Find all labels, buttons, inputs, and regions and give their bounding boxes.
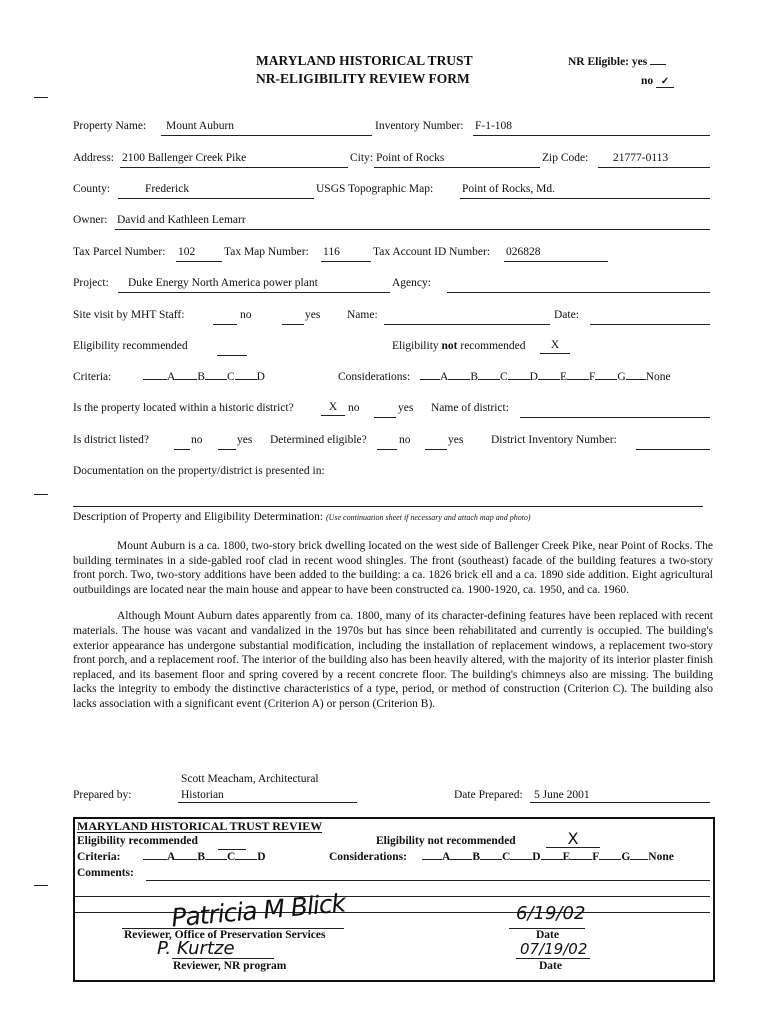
tax-map-label: Tax Map Number: [224,246,309,258]
reviewer1-date-label: Date [536,929,559,941]
review-considerations-label: Considerations: [329,851,407,863]
district-name-line [520,417,710,418]
criteria-d: D [256,371,265,383]
elig-recommended-blank [217,355,247,356]
review-considerations-options: A B C D E F G None [422,852,674,864]
documentation-label: Documentation on the property/district is presented in: [73,465,325,477]
tax-map-line [321,261,371,262]
margin-mark-top [34,97,48,98]
date-prepared-line [530,802,710,803]
nr-eligible-no-label: no ✓ [641,76,674,88]
reviewer2-label: Reviewer, NR program [173,960,287,972]
documentation-line [73,506,703,507]
date-prepared-value: 5 June 2001 [534,789,590,801]
inventory-label: Inventory Number: [375,120,464,132]
criteria-label: Criteria: [73,371,112,383]
site-visit-yes: yes [305,309,321,321]
nr-eligible-yes-label: NR Eligible: yes [568,57,666,69]
owner-value: David and Kathleen Lemarr [117,214,246,226]
inventory-line [473,135,710,136]
prepared-by-label: Prepared by: [73,789,132,801]
reviewer2-sign-line [172,958,274,959]
city-value: Point of Rocks [376,152,445,164]
project-label: Project: [73,277,109,289]
district-no-mark: X [321,402,345,416]
site-visit-no: no [240,309,252,321]
review-elig-recommended-blank [218,849,246,850]
date-prepared-label: Date Prepared: [454,789,523,801]
zip-label: Zip Code: [542,152,589,164]
reviewer1-label: Reviewer, Office of Preservation Services [124,929,326,941]
det-no-blank [377,449,397,450]
comments-line-2 [75,896,710,897]
reviewer1-date-value: 6/19/02 [516,903,586,924]
agency-line [447,292,710,293]
listed-yes: yes [237,434,253,446]
elig-not-recommended-mark: X [540,340,570,354]
review-criteria-options: A B C D [143,852,266,864]
description-body [73,539,713,712]
city-line [374,167,540,168]
district-no: no [348,402,360,414]
district-inventory-label: District Inventory Number: [491,434,617,446]
preparer-name-line2: Historian [181,789,224,801]
elig-not-recommended-label: Eligibility not recommended [392,340,526,352]
criteria-c: C [226,371,235,383]
considerations-label: Considerations: [338,371,411,383]
tax-parcel-label: Tax Parcel Number: [73,246,166,258]
site-visit-no-blank [213,324,237,325]
site-name-label: Name: [347,309,378,321]
city-label: City: [350,152,374,164]
site-date-line [590,324,710,325]
inventory-value: F-1-108 [475,120,513,132]
site-name-line [384,324,550,325]
reviewer1-signature: Patricia M Blick [170,888,347,933]
district-question: Is the property located within a historic district? [73,402,294,414]
review-elig-not-recommended: Eligibility not recommended [376,835,516,847]
description-note: (Use continuation sheet if necessary and attach map and photo) [325,513,531,522]
det-yes: yes [448,434,464,446]
elig-recommended-label: Eligibility recommended [73,340,188,352]
tax-parcel-value: 102 [178,246,196,258]
county-label: County: [73,183,111,195]
description-paragraph-2: Although Mount Auburn dates apparently from ca. 1800, many of its character-defining features have been replaced with recent materials. The house was vacant and vandalized in the 1970s but has since been rehabilitated and currently is occupied. The building's exterior appearance has undergone substantial modification, including the installation of replacement windows, a replacement two-story front porch, and a replacement roof. The interior of the building also has been heavily altered, with the majority of its interior plaster finish replaced, and its basement floor and spring covered by a recent concrete floor. The building's chimneys also are missing. The building lacks the integrity to embody the distinctive characteristics of a type, period, or method of construction (Criterion C). The building also lacks association with a significant event (Criterion A) or person (Criterion B). [73,610,713,710]
district-name-label: Name of district: [431,402,509,414]
district-inventory-line [636,449,710,450]
det-yes-blank [425,449,447,450]
listed-no-blank [174,449,190,450]
determined-eligible-label: Determined eligible? [270,434,367,446]
comments-line-1 [146,880,710,881]
considerations-options: A B C D E F G None [420,372,671,384]
tax-account-line [504,261,608,262]
description-paragraph-1: Mount Auburn is a ca. 1800, two-story brick dwelling located on the west side of Ballenger Creek Pike, near Point of Rocks. The building terminates in a side-gabled roof clad in recent wood shingles. The front (southeast) facade of the building features a two-story front porch. Two, two-story additions have been added to the building: a ca. 1826 brick ell and a ca. 1890 side addition. Eight agricultural outbuildings are located near the main house and appear to have been constructed ca. 1900-1920, ca. 1950, and ca. 1960. [73,540,713,596]
district-yes: yes [398,402,414,414]
review-criteria-label: Criteria: [77,851,121,863]
address-line [120,167,348,168]
county-value: Frederick [145,183,190,195]
address-label: Address: [73,152,114,164]
zip-value: 21777-0113 [613,152,669,164]
owner-line [115,229,710,230]
review-elig-recommended: Eligibility recommended [77,835,198,847]
usgs-label: USGS Topographic Map: [316,183,434,195]
review-box-title: MARYLAND HISTORICAL TRUST REVIEW [77,819,323,833]
criteria-options [143,372,265,384]
property-name-label: Property Name: [73,120,147,132]
tax-parcel-line [176,261,222,262]
form-title-line1: MARYLAND HISTORICAL TRUST [256,53,473,68]
reviewer2-date-label: Date [539,960,562,972]
district-yes-blank [374,417,396,418]
det-no: no [399,434,411,446]
tax-map-value: 116 [323,246,340,258]
usgs-line [460,198,710,199]
reviewer2-signature: P. Kurtze [157,938,235,959]
margin-mark-middle [34,494,48,495]
review-comments-label: Comments: [77,867,134,879]
description-heading: Description of Property and Eligibility Determination: (Use continuation sheet if necessary and attach map and photo) [73,511,531,523]
usgs-value: Point of Rocks, Md. [462,183,555,195]
project-line [118,292,390,293]
preparer-name-line1: Scott Meacham, Architectural [181,773,319,785]
reviewer2-date-value: 07/19/02 [520,940,588,958]
listed-no: no [191,434,203,446]
site-visit-yes-blank [282,324,304,325]
listed-question: Is district listed? [73,434,150,446]
tax-account-value: 026828 [506,246,541,258]
review-elig-not-mark: X [546,831,600,848]
nr-no-checkmark: ✓ [656,77,674,88]
tax-account-label: Tax Account ID Number: [373,246,491,258]
zip-line [598,167,710,168]
criteria-a: A [167,371,176,383]
agency-label: Agency: [392,277,431,289]
property-name-line [161,135,372,136]
considerations-none: None [645,371,671,383]
margin-mark-bottom [34,885,48,886]
form-title-line2: NR-ELIGIBILITY REVIEW FORM [256,71,470,86]
reviewer2-date-line [516,958,590,959]
owner-label: Owner: [73,214,108,226]
project-value: Duke Energy North America power plant [128,277,318,289]
listed-yes-blank [218,449,236,450]
prepared-by-line [178,802,357,803]
site-visit-label: Site visit by MHT Staff: [73,309,185,321]
criteria-b: B [197,371,205,383]
site-date-label: Date: [554,309,579,321]
property-name-value: Mount Auburn [166,120,235,132]
address-value: 2100 Ballenger Creek Pike [122,152,247,164]
county-line [118,198,314,199]
